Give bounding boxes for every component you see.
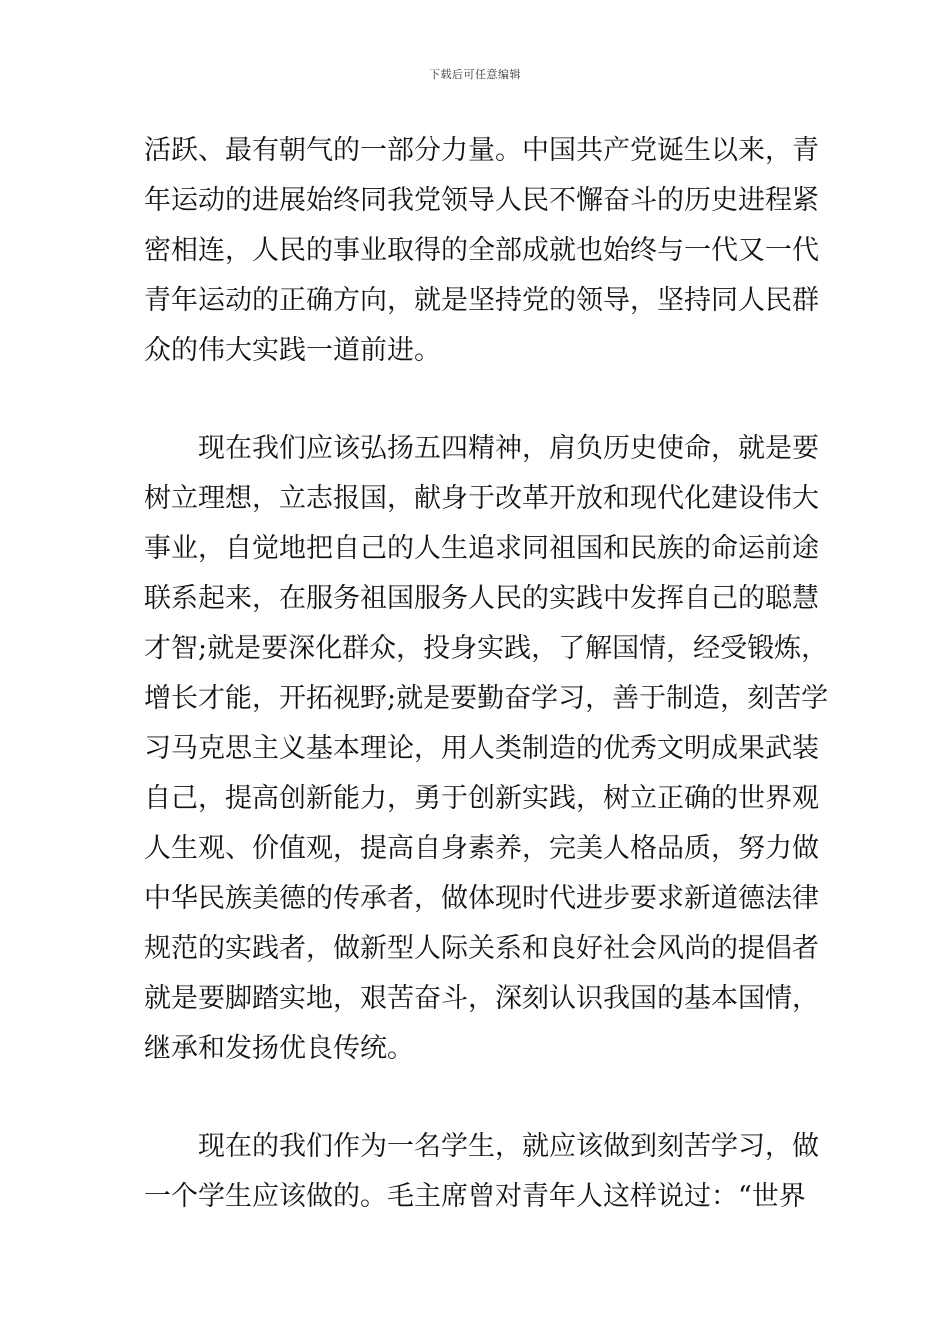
paragraph-1-line-1: 活跃、最有朝气的一部分力量。中国共产党诞生以来，青: [144, 135, 819, 166]
paragraph-1-line-2: 年运动的进展始终同我党领导人民不懈奋斗的历史进程紧: [144, 185, 819, 216]
paragraph-2-line-4: 联系起来，在服务祖国服务人民的实践中发挥自己的聪慧: [144, 583, 819, 614]
paragraph-2-line-13: 继承和发扬优良传统。: [144, 1033, 414, 1064]
paragraph-1-line-4: 青年运动的正确方向，就是坚持党的领导，坚持同人民群: [144, 285, 819, 316]
paragraph-2-line-10: 中华民族美德的传承者，做体现时代进步要求新道德法律: [144, 883, 819, 914]
paragraph-2-line-9: 人生观、价值观，提高自身素养，完美人格品质，努力做: [144, 833, 819, 864]
paragraph-3-line-1: 现在的我们作为一名学生，就应该做到刻苦学习，做: [198, 1131, 819, 1162]
header-note: 下载后可任意编辑: [429, 68, 521, 81]
paragraph-2-line-11: 规范的实践者，做新型人际关系和良好社会风尚的提倡者: [144, 933, 819, 964]
paragraph-2-line-3: 事业，自觉地把自己的人生追求同祖国和民族的命运前途: [144, 533, 819, 564]
paragraph-2-line-12: 就是要脚踏实地，艰苦奋斗，深刻认识我国的基本国情，: [144, 983, 819, 1014]
paragraph-2-line-5: 才智;就是要深化群众，投身实践，了解国情，经受锻炼，: [144, 633, 829, 664]
paragraph-2-line-2: 树立理想，立志报国，献身于改革开放和现代化建设伟大: [144, 483, 819, 514]
paragraph-1-line-3: 密相连，人民的事业取得的全部成就也始终与一代又一代: [144, 235, 819, 266]
paragraph-2-line-7: 习马克思主义基本理论，用人类制造的优秀文明成果武装: [144, 733, 819, 764]
paragraph-2-line-1: 现在我们应该弘扬五四精神，肩负历史使命，就是要: [198, 433, 819, 464]
paragraph-1-line-5: 众的伟大实践一道前进。: [144, 335, 441, 366]
paragraph-2-line-6: 增长才能，开拓视野;就是要勤奋学习，善于制造，刻苦学: [144, 683, 829, 714]
paragraph-2-line-8: 自己，提高创新能力，勇于创新实践，树立正确的世界观: [144, 783, 819, 814]
paragraph-3-line-2: 一个学生应该做的。毛主席曾对青年人这样说过：“世界: [144, 1181, 806, 1212]
